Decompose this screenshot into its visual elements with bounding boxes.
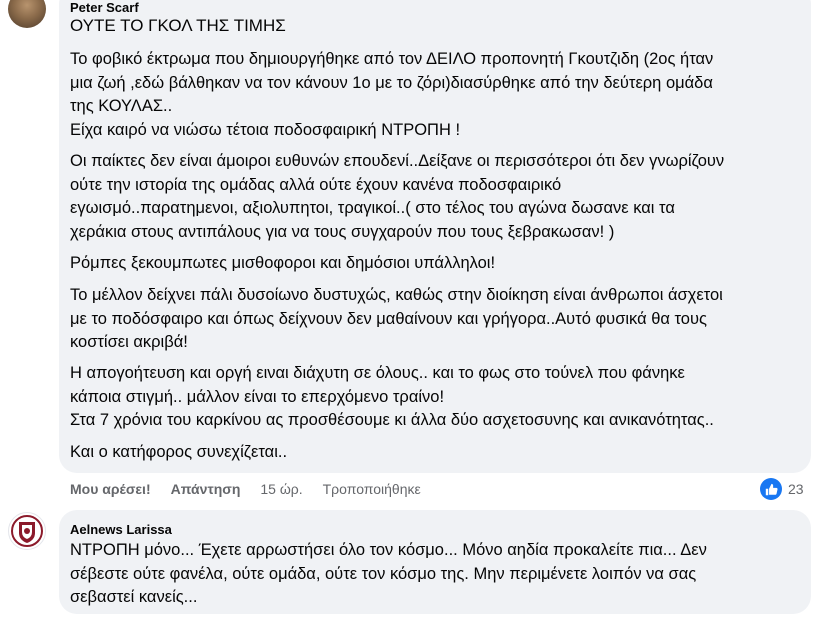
comment-bubble <box>59 0 811 473</box>
comment-paragraph: Το φοβικό έκτρωμα που δημιουργήθηκε από τον ΔΕΙΛΟ προπονητή Γκουτζιδη (2ος ήταν μια ζωή ,εδώ βάλθηκαν να τον κάνουν 1ο με το ζόρι)διασύρθηκε από την δεύτερη ομάδα της ΚΟΥΛΑΣ.. Είχα καιρό να νιώσω τέτοια ποδοσφαιρική ΝΤΡΟΠΗ ! <box>70 50 714 139</box>
reply-button[interactable]: Απάντηση <box>170 481 241 497</box>
comment-actions <box>70 479 441 499</box>
comment-paragraph: Και ο κατήφορος συνεχίζεται.. <box>70 443 288 461</box>
reaction-count: 23 <box>788 481 804 497</box>
comment-paragraph: Το μέλλον δείχνει πάλι δυσοίωνο δυστυχώς, καθώς στην διοίκηση είναι άνθρωποι άσχετοι με το ποδόσφαιρο και όπως δείχνουν δεν μαθαίνουν και γρήγορα..Αυτό φυσικά θα τους κοστίσει ακριβά! <box>70 286 723 351</box>
timestamp[interactable]: 15 ώρ. <box>260 481 303 497</box>
like-button[interactable]: Μου αρέσει! <box>70 481 151 497</box>
comment-paragraph: Ρόμπες ξεκουμπωτες μισθοφοροι και δημόσιοι υπάλληλοι! <box>70 254 496 272</box>
comment-paragraph: Η απογοήτευση και οργή ειναι διάχυτη σε όλους.. και το φως στο τούνελ που φάνηκε κάποια στιγμή.. μάλλον είναι το επερχόμενο τραίνο! Στα 7 χρόνια του καρκίνου ας προσθέσουμε κι άλλα δύο ασχετοσυνης και ανικανότητας.. <box>70 364 714 429</box>
edited-label[interactable]: Τροποποιήθηκε <box>322 481 421 497</box>
reaction-summary[interactable] <box>760 478 804 500</box>
comment-bubble <box>59 510 811 614</box>
thumbs-up-icon <box>760 478 782 500</box>
comment-paragraph: Οι παίκτες δεν είναι άμοιροι ευθυνών επουδενί..Δείξανε οι περισσότεροι ότι δεν γνωρίζουν ούτε την ιστορία της ομάδας αλλά ούτε έχουν κανένα ποδοσφαιρικό εγωισμό..παρατημενοι, αξιολυπητοι, τραγικοί..( στο τέλος του αγώνα δωσανε και τα χεράκια στους αντιπάλους για να τους συγχαρούν που τους ξεβρακωσαν! ) <box>70 152 725 241</box>
avatar[interactable] <box>8 0 46 28</box>
comment-title: ΟΥΤΕ ΤΟ ΓΚΟΛ ΤΗΣ ΤΙΜΗΣ <box>70 16 286 35</box>
club-crest-icon <box>9 513 45 549</box>
comment-author[interactable]: Peter Scarf <box>70 0 139 15</box>
comment-author[interactable]: Aelnews Larissa <box>70 522 172 537</box>
comment-paragraph: ΝΤΡΟΠΗ μόνο... Έχετε αρρωστήσει όλο τον κόσμο... Μόνο αηδία προκαλείτε πια... Δεν σέβεστε ούτε φανέλα, ούτε ομάδα, ούτε τον κόσμο της. Μην περιμένετε λοιπόν να σας σεβαστεί κανείς... <box>70 541 707 606</box>
avatar[interactable] <box>8 512 46 550</box>
